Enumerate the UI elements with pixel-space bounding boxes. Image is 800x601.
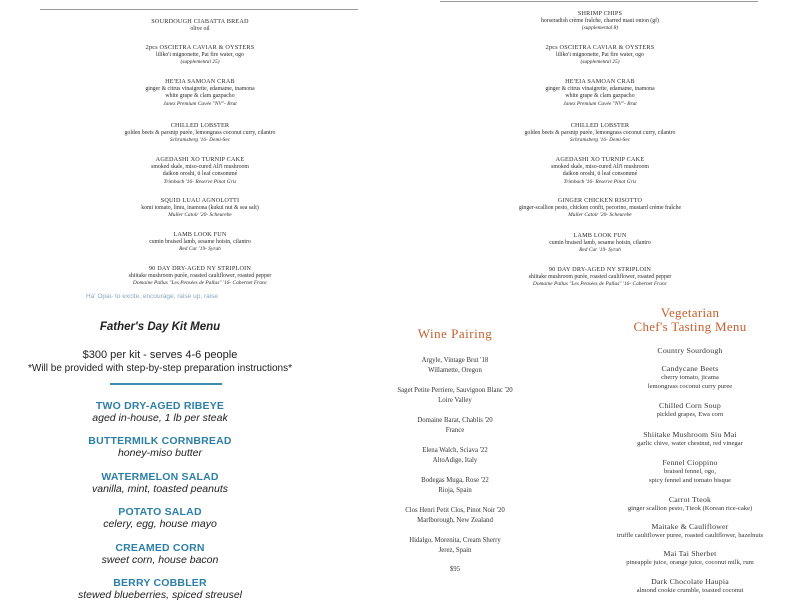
course-name: CHILLED LOBSTER [570,122,630,129]
veg-item-name: Fennel Cioppino [662,458,718,467]
course-desc: daikon oroshi, ti leaf consommé [562,171,638,177]
veg-item-desc: ginger scallion pesto, Tteok (Korean rice-cake) [627,505,753,512]
wine-pairing [340,320,570,600]
kit-item [0,435,320,459]
kit-item-name: WATERMELON SALAD [101,471,219,483]
kit-title: Father's Day Kit Menu [99,321,221,333]
course-wine: Trimbach '16- Reserve Pinot Gris [563,178,637,185]
course-wine: (supplemental 25) [580,59,620,65]
course-name: SHRIMP CHIPS [577,10,623,17]
veg-item [590,364,790,391]
wine-name: Elena Walch, Sciava '22 [422,447,488,454]
veg-item [590,430,790,448]
fathers-day-kit [0,292,340,600]
kit-item-name: BERRY COBBLER [113,577,207,589]
course [440,197,760,220]
veg-item-name: Country Sourdough [657,346,723,355]
course-name: GINGER CHICKEN RISOTTO [557,197,643,204]
course-wine: Muller Catoir '20- Scheurebe [568,212,632,218]
wine-name: Argyle, Vintage Brut '18 [421,357,489,364]
course-wine: Muller Catoir '20- Scheurebe [168,212,232,218]
tasting-menu-left [40,0,360,292]
course [440,10,760,33]
kit-item-desc: aged in-house, 1 lb per steak [92,412,228,424]
course-name: SOURDOUGH CIABATTA BREAD [151,18,249,25]
course-name: CHILLED LOBSTER [170,122,230,129]
course-desc: golden beets & parsnip purée, lemongrass coconut curry, cilantro [524,129,676,136]
veg-item [590,522,790,540]
kit-item-name: BUTTERMILK CORNBREAD [88,435,232,447]
veg-item-desc: truffle cauliflower puree, roasted cauliflower, hazelnuts [616,532,764,539]
kit-note: *Will be provided with step-by-step preparation instructions* [27,363,292,374]
veg-item-name: Maitake & Cauliflower [651,522,729,531]
course-wine: Domaine Pallus "Les Pensées de Pallus" '16- Cabernet Franc [532,281,668,287]
course-wine: Domaine Pallus "Les Pensées de Pallus" '16- Cabernet Franc [132,280,268,286]
kit-item [0,542,320,566]
veg-item [590,495,790,513]
wine-name: Clos Henri Petit Clos, Pinot Noir '20 [405,507,505,514]
top-divider [40,9,358,10]
veg-item-desc: pickled grapes, Ewa corn [656,411,724,418]
course-desc: cumin braised lamb, sesame hoisin, cilantro [549,239,651,246]
course [40,78,360,108]
kit-item-desc: honey-miso butter [117,447,203,459]
kit-price: $300 per kit - serves 4-6 people [82,349,238,361]
kit-item-desc: stewed blueberries, spiced streusel [77,589,242,601]
kit-item-desc: sweet corn, house bacon [101,554,219,566]
course [40,197,360,220]
wine-region: Jerez, Spain [438,547,472,554]
veg-item-name: Candycane Beets [661,364,719,373]
veg-item-desc: lemongrass coconut curry puree [647,383,733,390]
wine-item [340,506,570,526]
course [440,232,760,255]
veg-item [590,346,790,355]
kit-item-name: CREAMED CORN [115,542,205,554]
course-desc: liliko'i mignonette, Pai fire water, ogo [556,51,644,58]
wine-item [340,416,570,436]
kit-item [0,577,320,601]
kit-item-desc: vanilla, mint, toasted peanuts [92,483,228,495]
wine-region: Rioja, Spain [438,487,472,494]
wine-item [340,536,570,556]
veg-item-desc: cherry tomato, jicama [661,374,719,381]
course-desc: daikon oroshi, ti leaf consommé [162,171,238,177]
kit-item-desc: celery, egg, house mayo [103,518,217,530]
course [40,156,360,186]
wine-region: Loire Valley [438,397,472,404]
course-name: 2pcs OSCIETRA CAVIAR & OYSTERS [145,44,255,51]
course-wine: Janez Premium Cuvée "NV"- Brut [563,100,637,107]
wine-pairing-title: Wine Pairing [417,326,493,341]
course [440,122,760,145]
wine-item [340,476,570,496]
course-desc: horseradish crème fraîche, charred maui onion (gf) [541,17,659,24]
course-name: 90 DAY DRY-AGED NY STRIPLOIN [548,266,652,273]
course-name: HE'EIA SAMOAN CRAB [565,78,635,85]
wine-region: Marlborough, New Zealand [417,517,493,524]
course-name: SQUID LUAU AGNOLOTTI [160,197,240,204]
course-desc: liliko'i mignonette, Pai fire water, ogo [156,51,244,58]
wine-region: AltoAdige, Italy [432,457,478,464]
course-desc: smoked skale, miso-cured Ali'i mushroom [151,163,249,170]
course-name: HE'EIA SAMOAN CRAB [165,78,235,85]
course-desc: golden beets & parsnip purée, lemongrass coconut curry, cilantro [124,129,276,136]
vegetarian-title-line1: Vegetarian [660,305,720,320]
course-desc: ginger & citrus vinaigrette, edamame, inamona [545,85,655,92]
veg-item [590,549,790,567]
wine-region: Willamette, Oregon [428,367,482,374]
course [40,265,360,288]
course-desc: shiitake mushroom purée, roasted cauliflower, roasted pepper [528,273,672,280]
wine-pairing-price: $95 [449,566,461,573]
veg-item-name: Carrot Tteok [668,495,712,504]
veg-item [590,458,790,485]
course-desc: shiitake mushroom purée, roasted cauliflower, roasted pepper [128,272,272,279]
wine-item [340,356,570,376]
kit-item [0,471,320,495]
kit-item [0,506,320,530]
course [440,156,760,186]
wine-name: Hidalgo, Morenita, Cream Sherry [409,537,501,544]
veg-item [590,401,790,419]
course [40,231,360,254]
course-desc: white grape & clam gazpacho [165,93,235,99]
course-wine: Schramsberg '16- Demi-Sec [569,137,631,143]
top-divider [440,1,758,2]
course-desc: komi tomato, limu, inamona (kukui nut & sea salt) [141,204,259,211]
course-desc: olive oil [190,25,210,32]
course-name: LAMB LOOK FUN [573,232,627,239]
course-name: AGEDASHI XO TURNIP CAKE [155,156,245,163]
veg-item-name: Shiitake Mushroom Siu Mai [643,430,737,439]
wine-name: Bodegas Muga, Rose '22 [421,477,489,484]
kit-divider [110,383,222,385]
wine-item [340,386,570,406]
course-wine: Schramsberg '16- Demi-Sec [169,137,231,143]
course-name: LAMB LOOK FUN [173,231,227,238]
course [40,122,360,145]
course-name: AGEDASHI XO TURNIP CAKE [555,156,645,163]
course [440,266,760,289]
course-wine: Trimbach '16- Reserve Pinot Gris [163,178,237,185]
course-wine: Janez Premium Cuvée "NV"- Brut [163,100,237,107]
course-desc: cumin braised lamb, sesame hoisin, cilantro [149,238,251,245]
veg-item-desc: garlic chive, water chestnut, red vinegar [637,440,743,447]
course-wine: (supplemental 8) [581,25,619,31]
vegetarian-title-line2: Chef's Tasting Menu [633,319,747,334]
course-name: 2pcs OSCIETRA CAVIAR & OYSTERS [545,44,655,51]
course-desc: white grape & clam gazpacho [565,93,635,99]
veg-item-desc: almond cookie crumble, toasted coconut [636,587,744,594]
kit-item-name: TWO DRY-AGED RIBEYE [95,400,225,412]
veg-item-desc: spicy fennel and tomato bisque [648,477,732,484]
kit-item [0,400,320,424]
course-wine: Red Car '19- Syrah [179,246,221,252]
wine-name: Domaine Barat, Chablis '20 [417,417,493,424]
course [40,44,360,67]
veg-item-name: Chilled Corn Soup [659,401,721,410]
cutoff-text: Ha' Opai- to excite, encourage, raise up, raise [86,293,219,300]
veg-item-desc: braised fennel, ogo, [664,468,716,475]
course-name: 90 DAY DRY-AGED NY STRIPLOIN [148,265,252,272]
vegetarian-menu [590,305,800,600]
course-wine: Red Car '19- Syrah [579,247,621,253]
veg-item-desc: pineapple juice, orange juice, coconut milk, rum [626,559,754,566]
wine-item [340,446,570,466]
course-wine: (supplemental 25) [180,59,220,65]
veg-item [590,577,790,595]
wine-region: France [445,427,465,434]
tasting-menu-right [440,0,760,292]
veg-item-name: Mai Tai Sherbet [663,549,717,558]
course-desc: ginger & citrus vinaigrette, edamame, inamona [145,85,255,92]
vegetarian-title [590,306,790,334]
wine-name: Saget Petite Perriere, Sauvignon Blanc '20 [397,387,513,394]
veg-item-name: Dark Chocolate Haupia [651,577,729,586]
course-desc: ginger-scallion pesto, chicken confit, pecorino, mustard crème fraîche [518,204,682,211]
course [440,44,760,67]
kit-item-name: POTATO SALAD [118,506,202,518]
course [40,18,360,33]
course [440,78,760,108]
course-desc: smoked skale, miso-cured Ali'i mushroom [551,163,649,170]
